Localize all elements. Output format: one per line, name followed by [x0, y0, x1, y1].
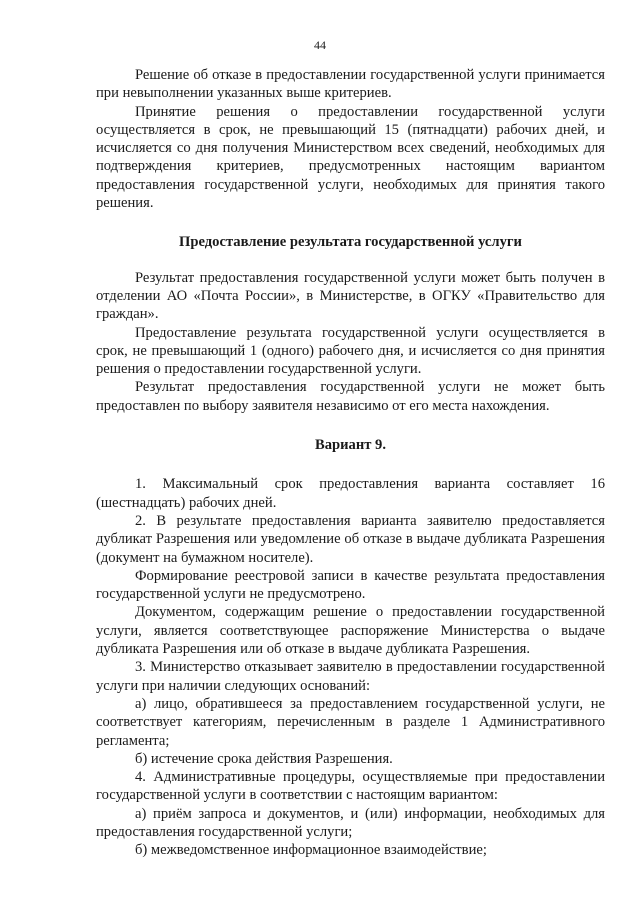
paragraph-result-place: Результат предоставления государственной услуги может быть получен в отделении АО «Почта России», в Министерстве, в ОГКУ «Правительство для граждан». [96, 269, 605, 323]
page-number: 44 [314, 38, 326, 52]
paragraph-decision-document: Документом, содержащим решение о предоставлении государственной услуги, является соответствующее распоряжение Министерства о выдаче дубликата Разрешения или об отказе в выдаче дубликата Разрешения. [96, 604, 605, 658]
paragraph-item-4: 4. Административные процедуры, осуществляемые при предоставлении государственной услуги в соответствии с настоящим вариантом: [96, 769, 605, 804]
spacer [96, 454, 605, 475]
spacer [96, 252, 605, 269]
page-content [96, 66, 605, 860]
paragraph-item-3: 3. Министерство отказывает заявителю в предоставлении государственной услуги при наличии следующих оснований: [96, 659, 605, 694]
section-heading-variant-9: Вариант 9. [314, 437, 387, 454]
paragraph-refusal-decision: Решение об отказе в предоставлении государственной услуги принимается при невыполнении указанных выше критериев. [96, 67, 605, 102]
spacer [96, 415, 605, 436]
paragraph-result-term: Предоставление результата государственной услуги осуществляется в срок, не превышающий 1 (одного) рабочего дня, и исчисляется со дня принятия решения о предоставлении государственной услуги. [96, 324, 605, 378]
paragraph-item-3-b: б) истечение срока действия Разрешения. [135, 750, 393, 767]
spacer [96, 212, 605, 233]
paragraph-item-4-b: б) межведомственное информационное взаимодействие; [135, 842, 487, 859]
paragraph-registry-record: Формирование реестровой записи в качестве результата предоставления государственной услуги не предусмотрено. [96, 567, 605, 603]
section-heading-result: Предоставление результата государственной услуги [179, 234, 522, 251]
paragraph-item-4-a: а) приём запроса и документов, и (или) информации, необходимых для предоставления государственной услуги; [96, 805, 605, 840]
paragraph-item-3-a: а) лицо, обратившееся за предоставлением государственной услуги, не соответствует категориям, перечисленным в разделе 1 Административного регламента; [96, 695, 605, 749]
paragraph-decision-term: Принятие решения о предоставлении государственной услуги осуществляется в срок, не превышающий 15 (пятнадцати) рабочих дней, и исчисляется со дня получения Министерством всех сведений, необходимых для подтверждения критериев, предусмотренных настоящим вариантом предоставления государственной услуги, необходимых для принятия такого решения. [96, 103, 605, 212]
paragraph-item-2: 2. В результате предоставления варианта заявителю предоставляется дубликат Разрешения или уведомление об отказе в выдаче дубликата Разрешения (документ на бумажном носителе). [96, 512, 605, 566]
paragraph-item-1: 1. Максимальный срок предоставления варианта составляет 16 (шестнадцать) рабочих дней. [96, 476, 605, 511]
paragraph-result-extraterritorial: Результат предоставления государственной услуги не может быть предоставлен по выбору заявителя независимо от его места нахождения. [96, 379, 605, 414]
